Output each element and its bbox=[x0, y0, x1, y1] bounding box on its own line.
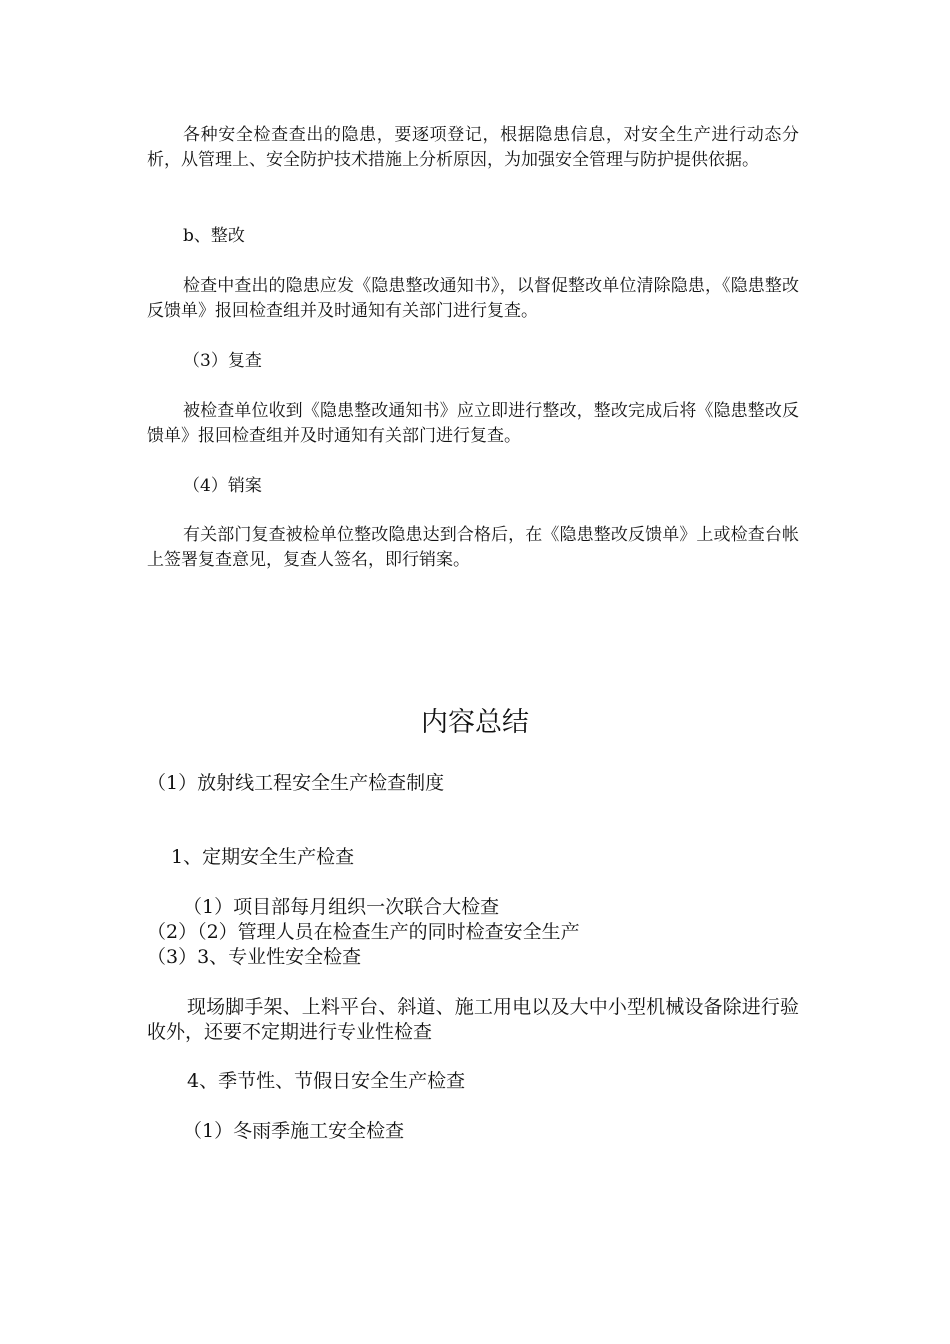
summary-item-8: （1）冬雨季施工安全检查 bbox=[183, 1120, 405, 1142]
summary-item-4: （2）（2）管理人员在检查生产的同时检查安全生产 bbox=[147, 921, 580, 943]
paragraph-recheck: 被检查单位收到《隐患整改通知书》应立即进行整改，整改完成后将《隐患整改反馈单》报回检查组并及时通知有关部门进行复查。 bbox=[147, 401, 799, 446]
heading-close-case: （4）销案 bbox=[183, 476, 262, 496]
paragraph-hazard-registration: 各种安全检查查出的隐患，要逐项登记，根据隐患信息，对安全生产进行动态分析，从管理上、安全防护技术措施上分析原因，为加强安全管理与防护提供依据。 bbox=[147, 125, 799, 170]
summary-title: 内容总结 bbox=[421, 707, 529, 738]
paragraph-rectification-notice: 检查中查出的隐患应发《隐患整改通知书》，以督促整改单位清除隐患，《隐患整改反馈单》报回检查组并及时通知有关部门进行复查。 bbox=[147, 276, 799, 321]
heading-rectification: b、整改 bbox=[183, 226, 245, 246]
heading-recheck: （3）复查 bbox=[183, 351, 262, 371]
summary-item-7: 4、季节性、节假日安全生产检查 bbox=[187, 1070, 466, 1092]
summary-item-1: （1）放射线工程安全生产检查制度 bbox=[147, 772, 445, 794]
summary-item-3: （1）项目部每月组织一次联合大检查 bbox=[183, 896, 500, 918]
summary-item-2: 1、定期安全生产检查 bbox=[171, 846, 355, 868]
summary-item-6: 现场脚手架、上料平台、斜道、施工用电以及大中小型机械设备除进行验收外，还要不定期进行专业性检查 bbox=[147, 996, 799, 1043]
summary-item-5: （3）3、专业性安全检查 bbox=[147, 946, 362, 968]
paragraph-close-case: 有关部门复查被检单位整改隐患达到合格后，在《隐患整改反馈单》上或检查台帐上签署复查意见，复查人签名，即行销案。 bbox=[147, 525, 799, 570]
